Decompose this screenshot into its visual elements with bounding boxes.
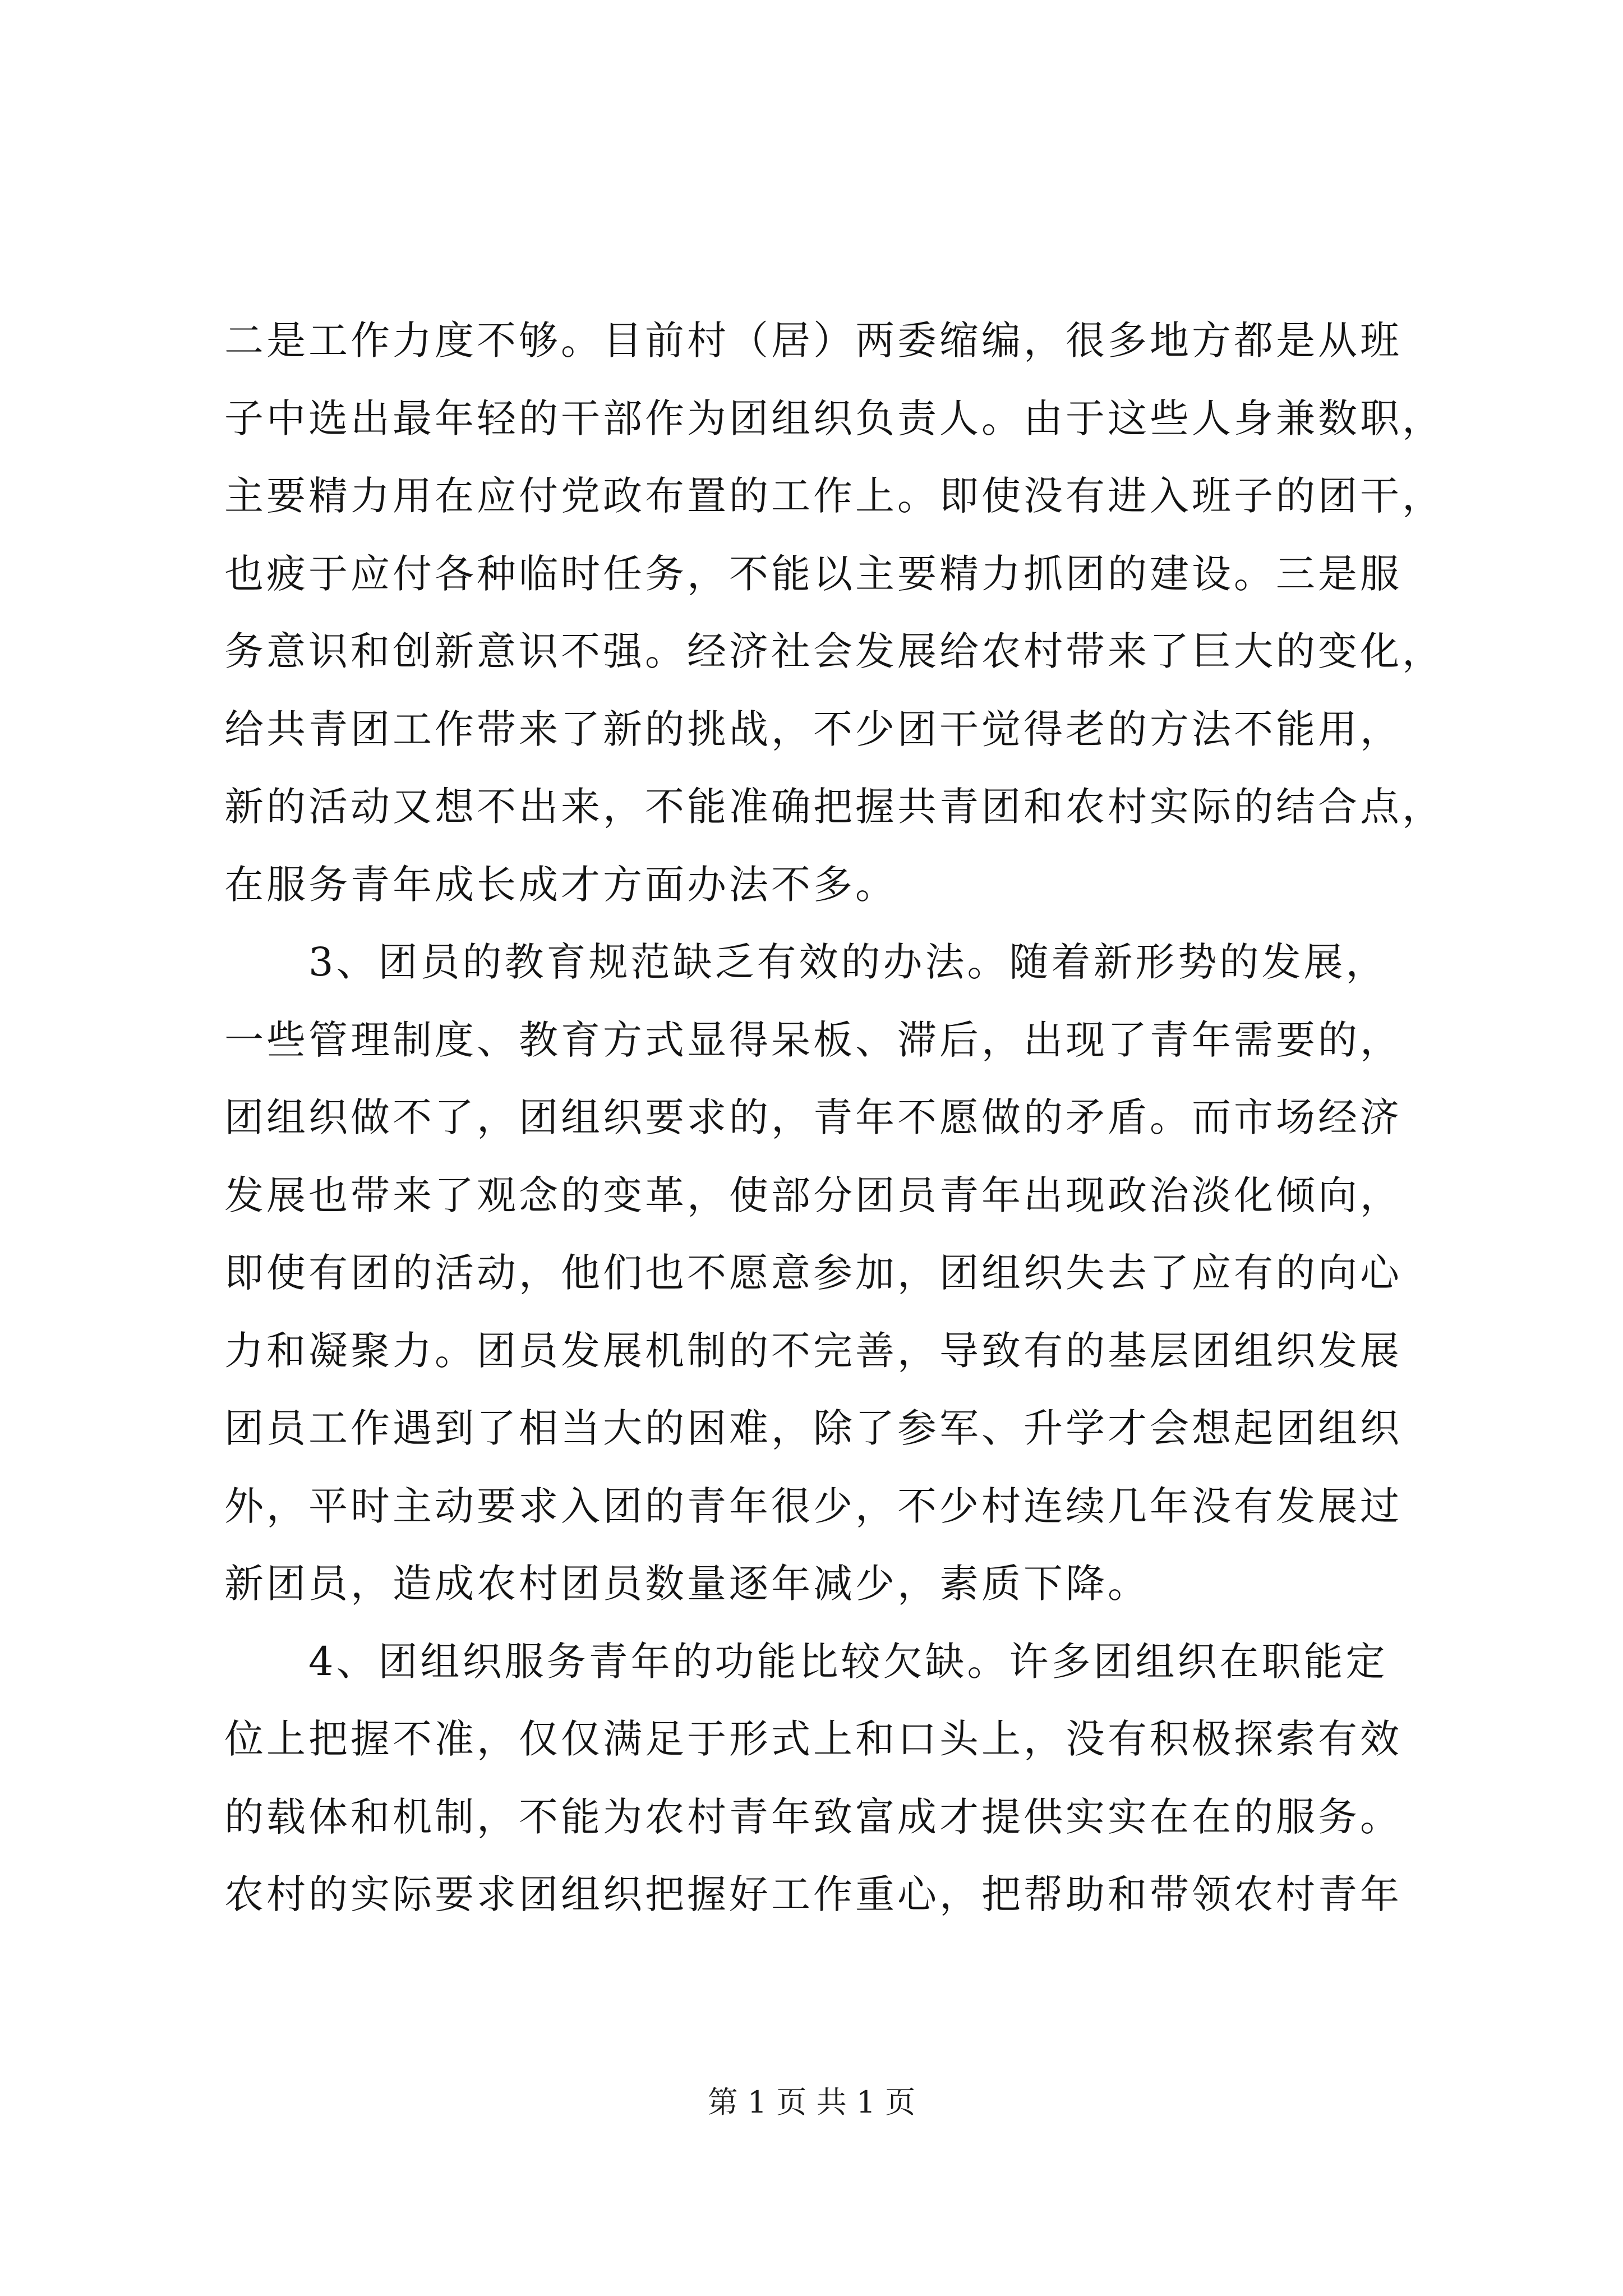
text-line: 也疲于应付各种临时任务，不能以主要精力抓团的建设。三是服 xyxy=(224,550,1402,597)
text-line: 主要精力用在应付党政布置的工作上。即使没有进入班子的团干， xyxy=(224,473,1444,519)
text-line: 团员工作遇到了相当大的困难，除了参军、升学才会想起团组织 xyxy=(224,1405,1402,1451)
text-line: 位上把握不准，仅仅满足于形式上和口头上，没有积极探索有效 xyxy=(224,1716,1402,1762)
text-line: 4、团组织服务青年的功能比较欠缺。许多团组织在职能定 xyxy=(224,1638,1388,1685)
text-line: 的载体和机制，不能为农村青年致富成才提供实实在在的服务。 xyxy=(224,1793,1402,1840)
text-line: 务意识和创新意识不强。经济社会发展给农村带来了巨大的变化， xyxy=(224,628,1444,674)
text-line: 在服务青年成长成才方面办法不多。 xyxy=(224,861,897,908)
text-line: 外，平时主动要求入团的青年很少，不少村连续几年没有发展过 xyxy=(224,1483,1402,1529)
page-footer: 第 1 页 共 1 页 xyxy=(707,2085,916,2120)
text-line: 即使有团的活动，他们也不愿意参加，团组织失去了应有的向心 xyxy=(224,1250,1402,1296)
text-line: 二是工作力度不够。目前村（居）两委缩编，很多地方都是从班 xyxy=(224,318,1402,364)
text-line: 一些管理制度、教育方式显得呆板、滞后，出现了青年需要的， xyxy=(224,1016,1402,1063)
text-line: 力和凝聚力。团员发展机制的不完善，导致有的基层团组织发展 xyxy=(224,1327,1402,1374)
document-body xyxy=(224,302,1469,1934)
text-line: 农村的实际要求团组织把握好工作重心，把帮助和带领农村青年 xyxy=(224,1871,1402,1917)
text-line: 子中选出最年轻的干部作为团组织负责人。由于这些人身兼数职， xyxy=(224,395,1444,441)
text-line: 3、团员的教育规范缺乏有效的办法。随着新形势的发展， xyxy=(224,939,1388,985)
text-line: 新的活动又想不出来，不能准确把握共青团和农村实际的结合点， xyxy=(224,784,1444,830)
text-line: 发展也带来了观念的变革，使部分团员青年出现政治淡化倾向， xyxy=(224,1172,1402,1218)
text-line: 团组织做不了，团组织要求的，青年不愿做的矛盾。而市场经济 xyxy=(224,1094,1402,1140)
text-line: 给共青团工作带来了新的挑战，不少团干觉得老的方法不能用， xyxy=(224,706,1402,752)
text-line: 新团员，造成农村团员数量逐年减少，素质下降。 xyxy=(224,1561,1150,1607)
